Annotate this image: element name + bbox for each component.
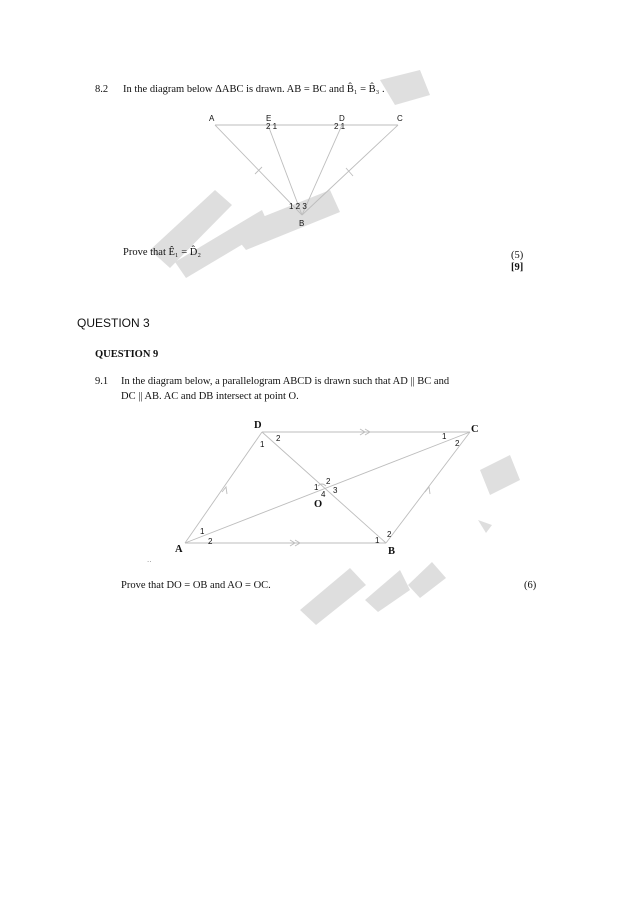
question-8-2-marks: (5) (511, 250, 524, 261)
angle-A1: 1 (200, 527, 205, 536)
angles-B-label: 1 2 3 (289, 202, 307, 211)
diagonal-AC (185, 432, 470, 543)
question-8-2-text: In the diagram below ΔABC is drawn. AB = BC and B̂₁ = B̂₃ . (123, 84, 385, 95)
angles-E-label: 2 1 (266, 122, 278, 131)
point-O-label: O (314, 499, 323, 510)
question-8-total: [9] (511, 262, 524, 273)
question-9-heading: QUESTION 9 (95, 349, 159, 360)
vertex-E-label: E (266, 114, 272, 123)
angle-A2: 2 (208, 537, 213, 546)
question-9-1-text-line1: In the diagram below, a parallelogram ABCD is drawn such that AD || BC and (121, 376, 450, 387)
question-8-2-number: 8.2 (95, 84, 109, 95)
vertex-D-label: D (339, 114, 345, 123)
side-AD (185, 432, 265, 543)
vertex-B-label: B (299, 219, 305, 228)
section-heading: QUESTION 3 (77, 316, 150, 330)
question-9-1-number: 9.1 (95, 376, 109, 387)
question-9-1-text-line2: DC || AB. AC and DB intersect at point O. (121, 391, 299, 402)
vertex-B-label: B (388, 546, 396, 557)
vertex-C-label: C (471, 424, 479, 435)
angles-D-label: 2 1 (334, 122, 346, 131)
angle-O4: 4 (321, 490, 326, 499)
angle-B1: 1 (375, 536, 380, 545)
vertex-D-label: D (254, 420, 262, 431)
question-9-1-prove: Prove that DO = OB and AO = OC. (121, 580, 271, 591)
angle-B2: 2 (387, 530, 392, 539)
angle-O2: 2 (326, 477, 331, 486)
angle-C2: 2 (455, 439, 460, 448)
vertex-C-label: C (397, 114, 403, 123)
angle-D1: 1 (260, 440, 265, 449)
angle-C1: 1 (442, 432, 447, 441)
stray-dots: .. (147, 555, 152, 564)
angle-D2: 2 (276, 434, 281, 443)
question-9-1-marks: (6) (524, 580, 537, 591)
angle-O1: 1 (314, 483, 319, 492)
diagonal-DB (262, 432, 386, 543)
question-8-2-prove: Prove that Ê₁ = D̂₂ (123, 247, 201, 258)
vertex-A-label: A (209, 114, 215, 123)
vertex-A-label: A (175, 544, 183, 555)
angle-O3: 3 (333, 486, 338, 495)
